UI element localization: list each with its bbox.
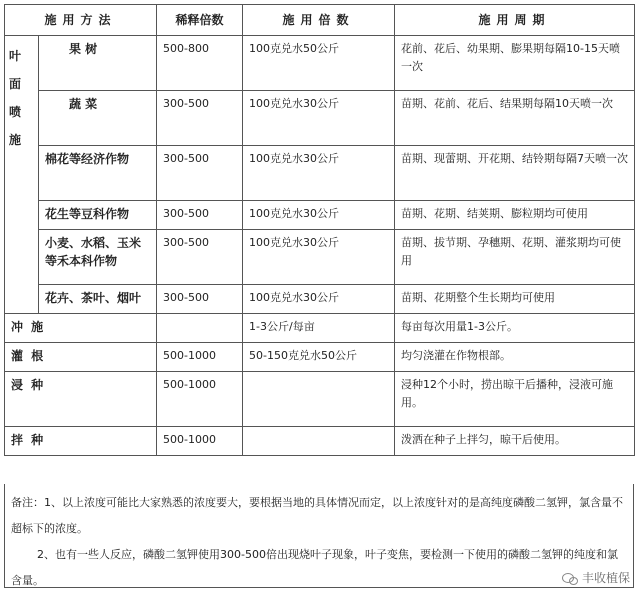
dilution-cell: 300-500 <box>157 230 243 285</box>
crop-cell: 蔬 菜 <box>39 91 157 146</box>
table-row <box>5 36 635 91</box>
period-cell: 浸种12个小时，捞出晾干后播种，浸液可施用。 <box>395 372 635 427</box>
dilution-cell: 500-1000 <box>157 343 243 372</box>
period-cell: 每亩每次用量1-3公斤。 <box>395 314 635 343</box>
crop-cell: 小麦、水稻、玉米等禾本科作物 <box>39 230 157 285</box>
foliar-method-label <box>5 36 39 314</box>
period-cell: 均匀浇灌在作物根部。 <box>395 343 635 372</box>
table-row <box>5 314 635 343</box>
table-row <box>5 427 635 456</box>
period-cell: 苗期、花前、花后、结果期每隔10天喷一次 <box>395 91 635 146</box>
amount-cell: 100克兑水50公斤 <box>243 36 395 91</box>
table-row <box>5 285 635 314</box>
watermark <box>560 569 632 586</box>
foliar-label-text: 叶面喷施 <box>9 49 22 147</box>
amount-cell: 100克兑水30公斤 <box>243 230 395 285</box>
table-row <box>5 91 635 146</box>
amount-cell: 100克兑水30公斤 <box>243 146 395 201</box>
amount-cell: 100克兑水30公斤 <box>243 201 395 230</box>
header-dilution: 稀释倍数 <box>157 5 243 36</box>
header-row <box>5 5 635 36</box>
wechat-icon <box>562 572 578 584</box>
period-cell: 苗期、花期、结荚期、膨粒期均可使用 <box>395 201 635 230</box>
method-cell: 拌 种 <box>5 427 157 456</box>
crop-cell: 花生等豆科作物 <box>39 201 157 230</box>
header-period: 施用周期 <box>395 5 635 36</box>
dilution-cell: 300-500 <box>157 91 243 146</box>
table-row <box>5 372 635 427</box>
dilution-cell: 300-500 <box>157 285 243 314</box>
table-row <box>5 146 635 201</box>
method-cell: 灌 根 <box>5 343 157 372</box>
dilution-cell: 500-800 <box>157 36 243 91</box>
note-2: 2、也有一些人反应，磷酸二氢钾使用300-500倍出现烧叶子现象，叶子变焦，要检测一下使用的磷酸二氢钾的纯度和氯含量。 <box>11 548 618 587</box>
period-cell: 泼洒在种子上拌匀，晾干后使用。 <box>395 427 635 456</box>
notes-box <box>4 484 634 588</box>
amount-cell: 100克兑水30公斤 <box>243 91 395 146</box>
table-row <box>5 343 635 372</box>
amount-cell <box>243 372 395 427</box>
dilution-cell: 300-500 <box>157 201 243 230</box>
amount-cell: 1-3公斤/每亩 <box>243 314 395 343</box>
note-1: 备注：1、以上浓度可能比大家熟悉的浓度要大，要根据当地的具体情况而定，以上浓度针对的是高纯度磷酸二氢钾，氯含量不超标下的浓度。 <box>11 496 623 535</box>
header-amount: 施用倍数 <box>243 5 395 36</box>
fertilizer-table <box>4 4 635 456</box>
dilution-cell: 500-1000 <box>157 427 243 456</box>
method-cell: 冲 施 <box>5 314 157 343</box>
table-row <box>5 201 635 230</box>
table-row <box>5 230 635 285</box>
amount-cell: 50-150克兑水50公斤 <box>243 343 395 372</box>
period-cell: 苗期、拔节期、孕穗期、花期、灌浆期均可使用 <box>395 230 635 285</box>
crop-cell: 花卉、茶叶、烟叶 <box>39 285 157 314</box>
amount-cell <box>243 427 395 456</box>
header-method: 施用方法 <box>5 5 157 36</box>
amount-cell: 100克兑水30公斤 <box>243 285 395 314</box>
watermark-text: 丰收植保 <box>581 571 630 585</box>
crop-cell: 果 树 <box>39 36 157 91</box>
method-cell: 浸 种 <box>5 372 157 427</box>
period-cell: 苗期、花期整个生长期均可使用 <box>395 285 635 314</box>
period-cell: 苗期、现蕾期、开花期、结铃期每隔7天喷一次 <box>395 146 635 201</box>
dilution-cell: 300-500 <box>157 146 243 201</box>
dilution-cell <box>157 314 243 343</box>
period-cell: 花前、花后、幼果期、膨果期每隔10-15天喷一次 <box>395 36 635 91</box>
dilution-cell: 500-1000 <box>157 372 243 427</box>
crop-cell: 棉花等经济作物 <box>39 146 157 201</box>
